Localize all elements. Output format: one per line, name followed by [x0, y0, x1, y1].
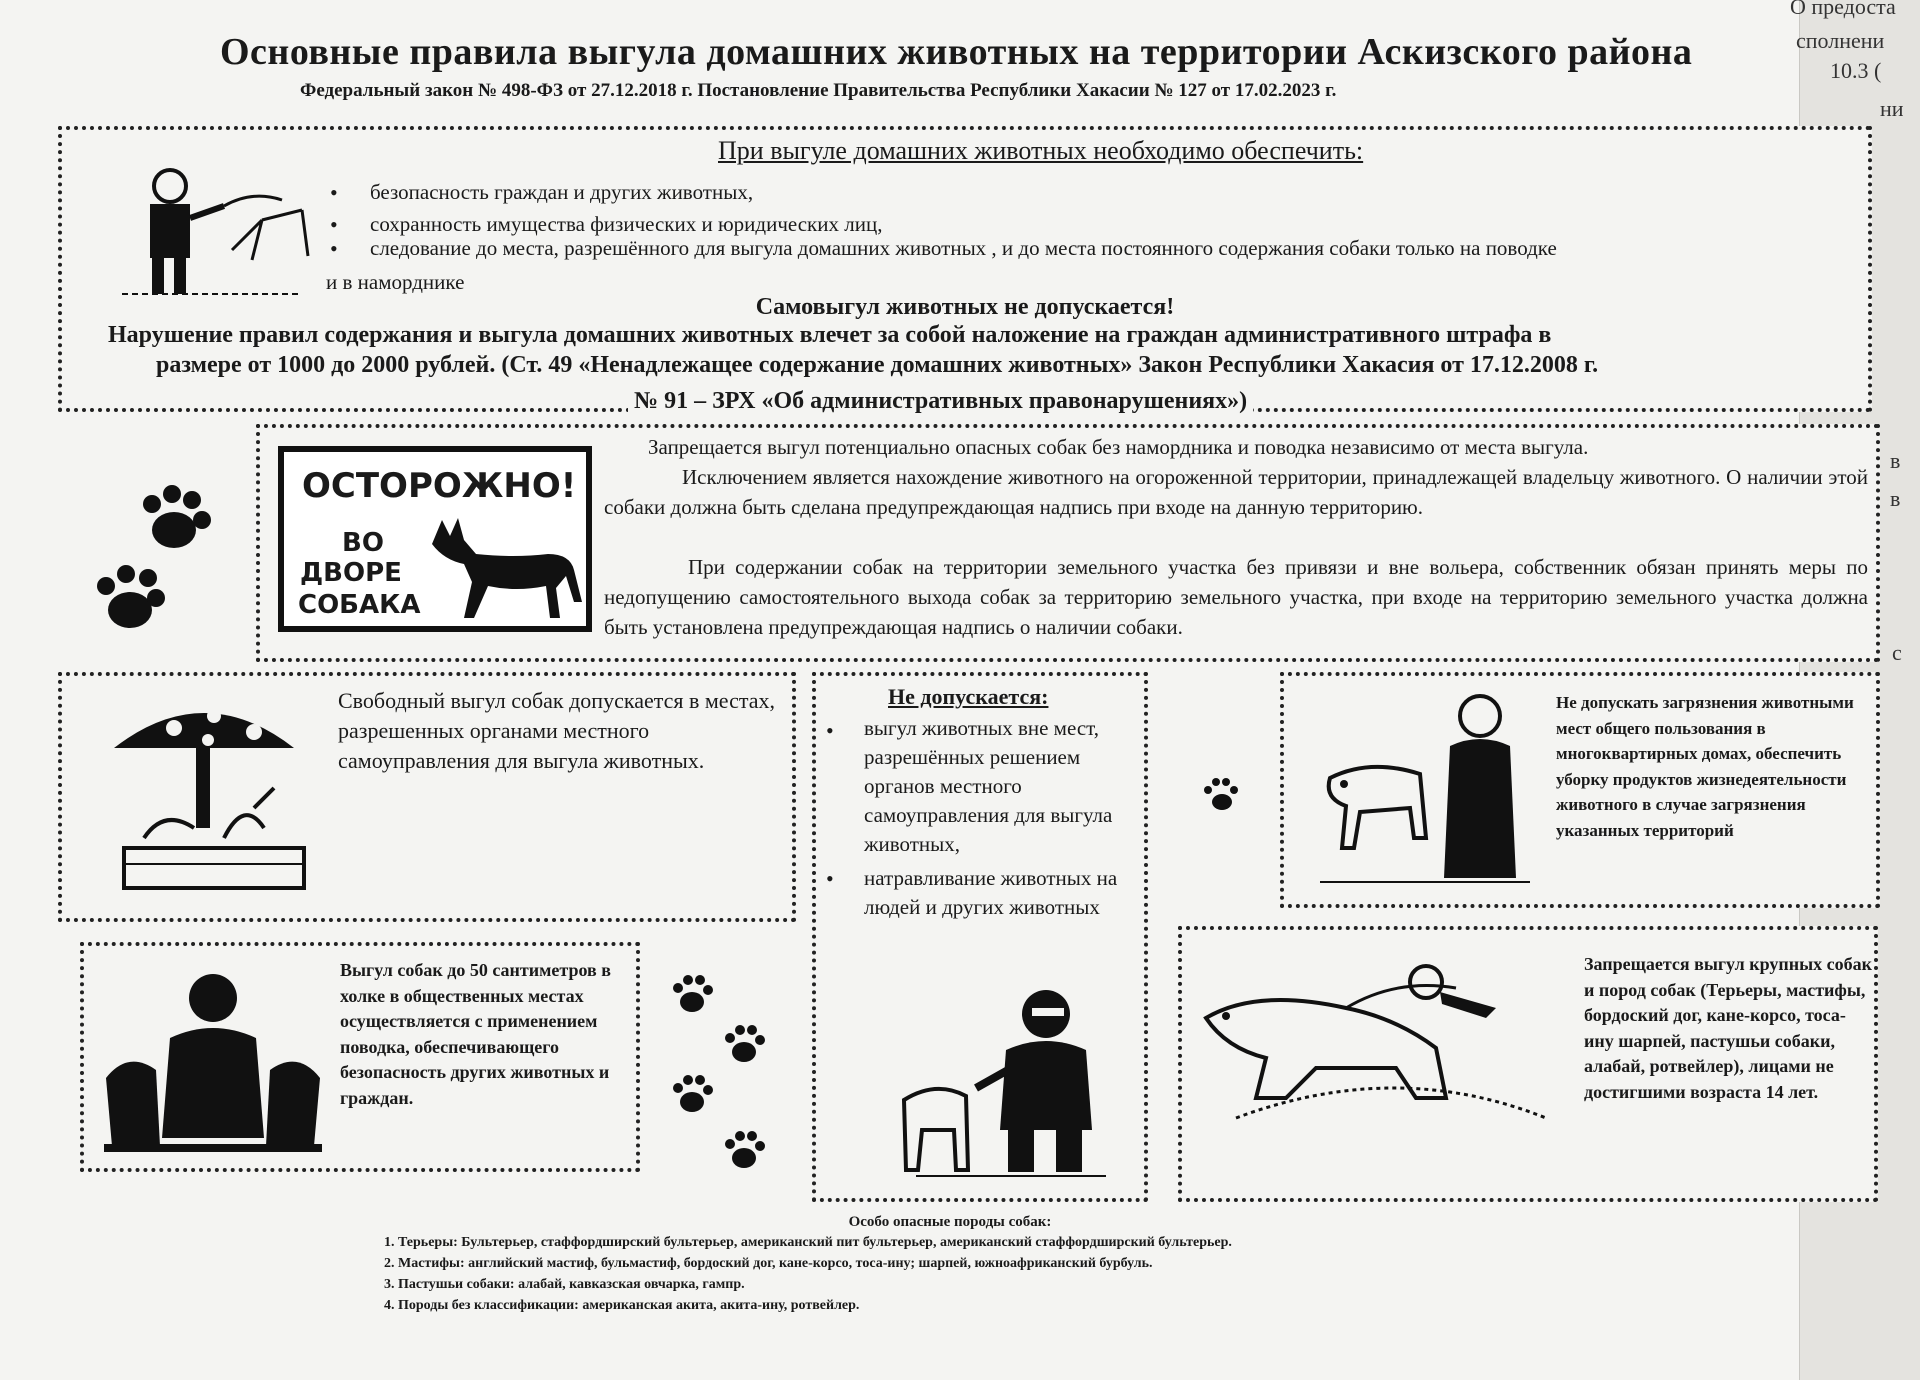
sign-text: СОБАКА [298, 590, 421, 620]
paw-print-icon [90, 470, 240, 640]
fine-notice-line: № 91 – ЗРХ «Об административных правонарушениях») [628, 388, 1253, 415]
pollution-text: Не допускать загрязнения животными мест общего пользования в многоквартирных домах, обеспечить уборку продуктов жизнедеятельности животного в случае загрязнения указанных территорий [1556, 693, 1854, 840]
free-walk-text: Свободный выгул собак допускается в местах, разрешенных органами местного самоуправления для выгула животных. [338, 688, 776, 773]
bullet-marker: • [826, 866, 834, 891]
obligation-item: • следование до места, разрешённого для выгула домашних животных , и до места постоянного содержания собаки только на поводке [370, 236, 1557, 261]
fine-notice-line: размере от 1000 до 2000 рублей. (Ст. 49 «Ненадлежащее содержание домашних животных» Закон Республики Хакасия от 17.12.2008 г. [156, 352, 1599, 378]
edge-fragment: в [1890, 486, 1901, 511]
walker-illustration [112, 160, 312, 300]
edge-fragment: в [1890, 448, 1901, 473]
playground-illustration [104, 688, 324, 898]
fenced-territory-exception: Исключением является нахождение животного на огороженной территории, принадлежащей владельцу животного. О наличии этой собаки должна быть сделана предупреждающая надпись при входе на данную территорию. [604, 465, 1868, 519]
not-allowed-heading: Не допускается: [888, 684, 1049, 709]
not-allowed-item: выгул животных вне мест, разрешённых решением органов местного самоуправления для выгула животных, [864, 716, 1113, 856]
owner-with-two-dogs-illustration [98, 958, 328, 1158]
large-dogs-text: Запрещается выгул крупных собак и пород собак (Терьеры, мастифы, бордоский дог, кане-корсо, тоса-ину шарпей, пастушьи собаки, алабай, ротвейлер), лицами не достигшими возраста 14 лет. [1584, 954, 1873, 1102]
muzzle-leash-rule: Запрещается выгул потенциально опасных собак без намордника и поводка независимо от места выгула. [648, 435, 1589, 459]
dangerous-breeds-heading: Особо опасные породы собак: [848, 1214, 1052, 1230]
sign-text: ВО [342, 528, 384, 558]
page-title: Основные правила выгула домашних животных на территории Аскизского района [220, 31, 1693, 73]
land-plot-rule: При содержании собак на территории земельного участка без привязи и вне вольера, собственник обязан принять меры по недопущению самостоятельного выхода собак за территорию земельного участка, при входе на территорию земельного участка должна быть установлена предупреждающая надпись о наличии собаки. [604, 555, 1868, 639]
edge-fragment: ни [1880, 96, 1904, 121]
breed-group-item: 3. Пастушьи собаки: алабай, кавказская овчарка, гампр. [398, 1274, 1670, 1295]
obligation-item: • безопасность граждан и других животных, [370, 180, 753, 205]
breed-group-item: 4. Породы без классификации: американская акита, акита-ину, ротвейлер. [398, 1295, 1670, 1316]
not-allowed-item: натравливание животных на людей и других животных [864, 866, 1118, 919]
beware-of-dog-sign [278, 446, 592, 632]
self-walking-prohibited: Самовыгул животных не допускается! [755, 294, 1175, 320]
edge-fragment: О предоста [1790, 0, 1896, 19]
breed-group-item: 2. Мастифы: английский мастиф, бульмастиф, бордоский дог, кане-корсо, тоса-ину; шарпей, южноафриканский бурбуль. [398, 1253, 1670, 1274]
child-pulled-by-dog-illustration [1196, 948, 1566, 1128]
edge-fragment: с [1892, 640, 1902, 665]
bullet-marker: • [826, 718, 834, 743]
edge-fragment: 10.3 ( [1830, 58, 1882, 83]
obligations-heading: При выгуле домашних животных необходимо обеспечить: [718, 136, 1364, 165]
sign-text: ДВОРЕ [300, 558, 402, 588]
sign-caution-label: ОСТОРОЖНО! [302, 466, 577, 506]
edge-fragment: сполнени [1796, 28, 1885, 53]
owner-dog-illustration [1310, 688, 1540, 888]
small-dogs-text: Выгул собак до 50 сантиметров в холке в общественных местах осуществляется с применением поводка, обеспечивающего безопасность других животных и граждан. [340, 960, 611, 1108]
paw-print-icon [1196, 770, 1246, 820]
paw-print-icon [664, 972, 774, 1182]
fine-notice-line: Нарушение правил содержания и выгула домашних животных влечет за собой наложение на граждан административного штрафа в [108, 322, 1552, 348]
obligation-item: • сохранность имущества физических и юридических лиц, [370, 212, 882, 237]
dog-silhouette-icon [424, 514, 584, 624]
breed-group-item: 1. Терьеры: Бультерьер, стаффордширский бультерьер, американский пит бультерьер, американский стаффордширский бультерьер. [398, 1232, 1670, 1253]
dangerous-breeds-list [370, 1232, 1670, 1316]
legal-basis-subtitle: Федеральный закон № 498-ФЗ от 27.12.2018 г. Постановление Правительства Республики Хакасии № 127 от 17.02.2023 г. [300, 80, 1337, 101]
walker-with-dog-illustration [896, 980, 1126, 1180]
obligation-item-continuation: и в наморднике [326, 270, 465, 294]
